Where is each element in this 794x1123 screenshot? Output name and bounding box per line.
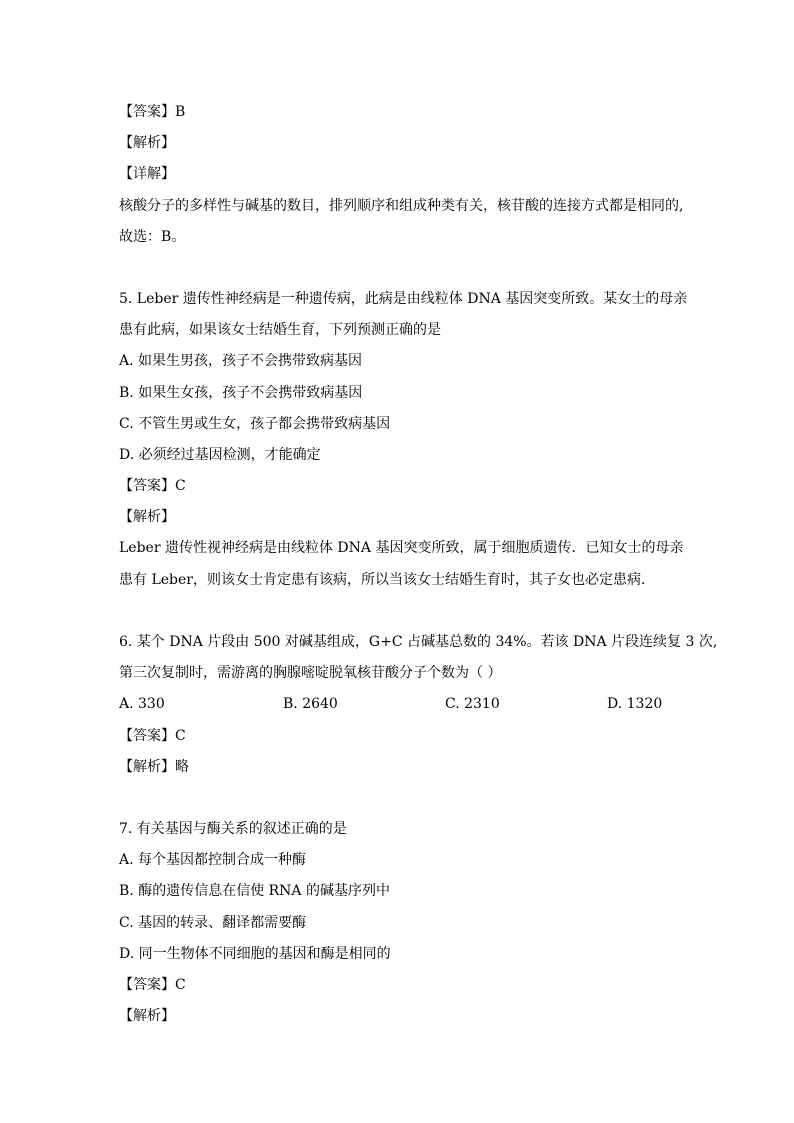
- q4-analysis-heading: 【解析】: [119, 135, 175, 151]
- q7-option-c: C. 基因的转录、翻译都需要酶: [119, 915, 307, 931]
- q6-option-d: D. 1320: [607, 696, 663, 712]
- q5-stem-line-1: 5. Leber 遗传性神经病是一种遗传病，此病是由线粒体 DNA 基因突变所致。某女士的母亲: [119, 291, 688, 307]
- q6-stem-line-1: 6. 某个 DNA 片段由 500 对碱基组成，G+C 占碱基总数的 34%。若该 DNA 片段连续复 3 次,: [119, 634, 718, 650]
- q5-explanation-line-2: 患有 Leber，则该女士肯定患有该病，所以当该女士结婚生育时，其子女也必定患病．: [119, 572, 655, 588]
- q5-stem-line-2: 患有此病，如果该女士结婚生育，下列预测正确的是: [119, 322, 441, 338]
- q7-stem: 7. 有关基因与酶关系的叙述正确的是: [119, 821, 347, 837]
- q6-option-b: B. 2640: [283, 696, 338, 712]
- q5-option-c: C. 不管生男或生女，孩子都会携带致病基因: [119, 416, 391, 432]
- q4-answer: 【答案】B: [119, 104, 186, 120]
- q4-detail-heading: 【详解】: [119, 166, 175, 182]
- q5-option-a: A. 如果生男孩，孩子不会携带致病基因: [119, 353, 363, 369]
- q6-analysis: 【解析】略: [119, 759, 189, 775]
- q7-option-a: A. 每个基因都控制合成一种酶: [119, 852, 307, 868]
- q6-option-c: C. 2310: [445, 696, 500, 712]
- q7-analysis-heading: 【解析】: [119, 1008, 175, 1024]
- q4-explanation-line-2: 故选：B。: [119, 229, 186, 245]
- q5-explanation-line-1: Leber 遗传性视神经病是由线粒体 DNA 基因突变所致，属于细胞质遗传．已知女士的母亲: [119, 540, 684, 556]
- q6-option-a: A. 330: [119, 696, 165, 712]
- q5-option-b: B. 如果生女孩，孩子不会携带致病基因: [119, 385, 363, 401]
- q4-explanation-line-1: 核酸分子的多样性与碱基的数目，排列顺序和组成种类有关，核苷酸的连接方式都是相同的,: [119, 198, 684, 214]
- q6-answer: 【答案】C: [119, 728, 186, 744]
- q5-analysis-heading: 【解析】: [119, 509, 175, 525]
- q7-answer: 【答案】C: [119, 977, 186, 993]
- q6-stem-line-2: 第三次复制时，需游离的胸腺嘧啶脱氧核苷酸分子个数为（ ）: [119, 665, 502, 681]
- q5-answer: 【答案】C: [119, 478, 186, 494]
- q7-option-b: B. 酶的遗传信息在信使 RNA 的碱基序列中: [119, 883, 390, 899]
- q7-option-d: D. 同一生物体不同细胞的基因和酶是相同的: [119, 946, 391, 962]
- q5-option-d: D. 必须经过基因检测，才能确定: [119, 447, 321, 463]
